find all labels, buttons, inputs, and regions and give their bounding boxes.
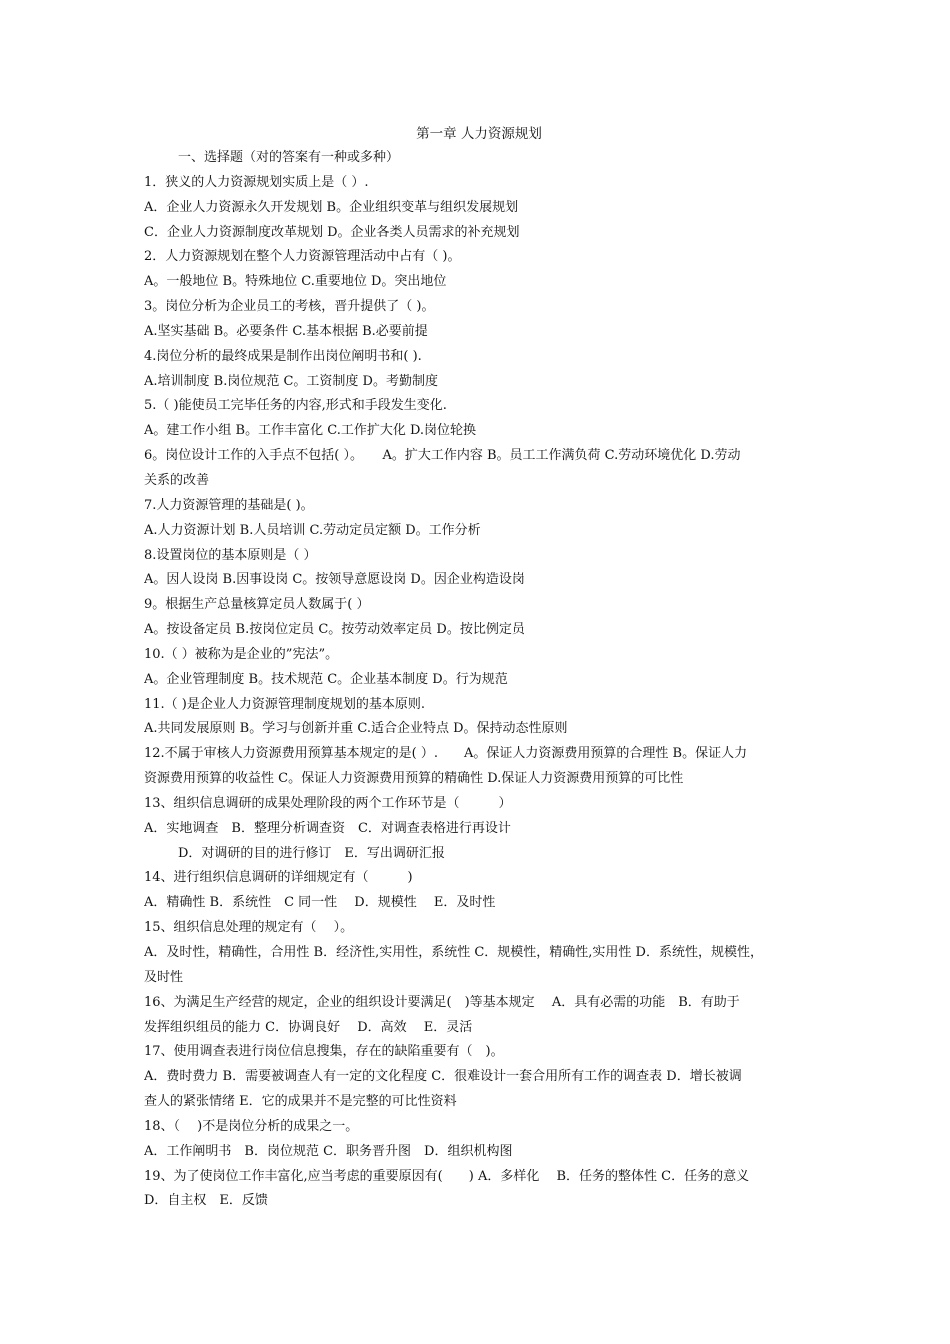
options-1a: A．企业人力资源永久开发规划 B。企业组织变革与组织发展规划 <box>144 199 519 215</box>
question-7: 7.人力资源管理的基础是( )。 <box>144 497 314 513</box>
question-3: 3。岗位分析为企业员工的考核，晋升提供了（ )。 <box>144 299 435 315</box>
question-17: 17、使用调查表进行岗位信息搜集，存在的缺陷重要有（ )。 <box>144 1044 504 1060</box>
options-18: A．工作阐明书 B．岗位规范 C．职务晋升图 D．组织机构图 <box>144 1143 513 1159</box>
options-13b: D．对调研的目的进行修订 E．写出调研汇报 <box>178 845 445 861</box>
question-12: 12.不属于审核人力资源费用预算基本规定的是( ）. A。保证人力资源费用预算的合理性 B。保证人力 <box>144 746 748 762</box>
options-11: A.共同发展原则 B。学习与创新并重 C.适合企业特点 D。保持动态性原则 <box>144 721 568 737</box>
question-1: 1．狭义的人力资源规划实质上是（ ）. <box>144 174 369 190</box>
question-9: 9。根据生产总量核算定员人数属于( ） <box>144 597 370 613</box>
question-6-cont: 关系的改善 <box>144 472 210 488</box>
document-page <box>144 122 814 1214</box>
options-1b: C．企业人力资源制度改革规划 D。企业各类人员需求的补充规划 <box>144 224 520 240</box>
options-3: A.坚实基础 B。必要条件 C.基本根据 B.必要前提 <box>144 323 428 339</box>
options-15-cont: 及时性 <box>144 969 184 985</box>
question-5: 5.（ )能使员工完毕任务的内容,形式和手段发生变化. <box>144 398 447 414</box>
question-19-cont: D．自主权 E．反馈 <box>144 1193 268 1209</box>
question-19: 19、为了使岗位工作丰富化,应当考虑的重要原因有( ) A．多样化 B．任务的整体性 C．任务的意义 <box>144 1168 750 1184</box>
question-12-cont: 资源费用预算的收益性 C。保证人力资源费用预算的精确性 D.保证人力资源费用预算的可比性 <box>144 771 684 787</box>
question-16: 16、为满足生产经营的规定，企业的组织设计要满足( )等基本规定 A．具有必需的功能 B．有助于 <box>144 994 740 1010</box>
chapter-title: 第一章 人力资源规划 <box>416 126 542 142</box>
options-13a: A．实地调查 B．整理分析调查资 C．对调查表格进行再设计 <box>144 820 511 836</box>
options-10: A。企业管理制度 B。技术规范 C。企业基本制度 D。行为规范 <box>144 671 508 687</box>
options-8: A。因人设岗 B.因事设岗 C。按领导意愿设岗 D。因企业构造设岗 <box>144 572 525 588</box>
question-6: 6。岗位设计工作的入手点不包括( ）。 A。扩大工作内容 B。员工工作满负荷 C.劳动环境优化 D.劳动 <box>144 448 741 464</box>
question-15: 15、组织信息处理的规定有（ ）。 <box>144 920 354 936</box>
question-11: 11.（ )是企业人力资源管理制度规划的基本原则. <box>144 696 426 712</box>
question-14: 14、进行组织信息调研的详细规定有（ ) <box>144 870 413 886</box>
options-17: A．费时费力 B．需要被调查人有一定的文化程度 C．很难设计一套合用所有工作的调查表 D．增长被调 <box>144 1069 742 1085</box>
options-7: A.人力资源计划 B.人员培训 C.劳动定员定额 D。工作分析 <box>144 522 481 538</box>
options-14: A．精确性 B．系统性 C 同一性 D．规模性 E．及时性 <box>144 895 496 911</box>
question-10: 10.（ ）被称为是企业的”宪法”。 <box>144 646 339 662</box>
question-16-cont: 发挥组织组员的能力 C．协调良好 D．高效 E．灵活 <box>144 1019 473 1035</box>
options-2: A。一般地位 B。特殊地位 C.重要地位 D。突出地位 <box>144 274 447 290</box>
options-15: A．及时性，精确性，合用性 B．经济性,实用性，系统性 C．规模性，精确性,实用性 D．系统性，规模性， <box>144 945 763 960</box>
question-2: 2．人力资源规划在整个人力资源管理活动中占有（ )。 <box>144 249 461 265</box>
question-18: 18、（ )不是岗位分析的成果之一。 <box>144 1118 359 1134</box>
options-5: A。建工作小组 B。工作丰富化 C.工作扩大化 D.岗位轮换 <box>144 423 477 439</box>
options-4: A.培训制度 B.岗位规范 C。工资制度 D。考勤制度 <box>144 373 438 389</box>
question-13: 13、组织信息调研的成果处理阶段的两个工作环节是（ ） <box>144 795 512 811</box>
options-9: A。按设备定员 B.按岗位定员 C。按劳动效率定员 D。按比例定员 <box>144 622 525 638</box>
question-8: 8.设置岗位的基本原则是（ ） <box>144 547 317 563</box>
section-heading: 一、选择题（对的答案有一种或多种） <box>178 150 400 165</box>
question-4: 4.岗位分析的最终成果是制作出岗位阐明书和( ). <box>144 348 422 364</box>
options-17-cont: 查人的紧张情绪 E．它的成果并不是完整的可比性资料 <box>144 1094 457 1110</box>
document-body <box>144 146 814 1214</box>
